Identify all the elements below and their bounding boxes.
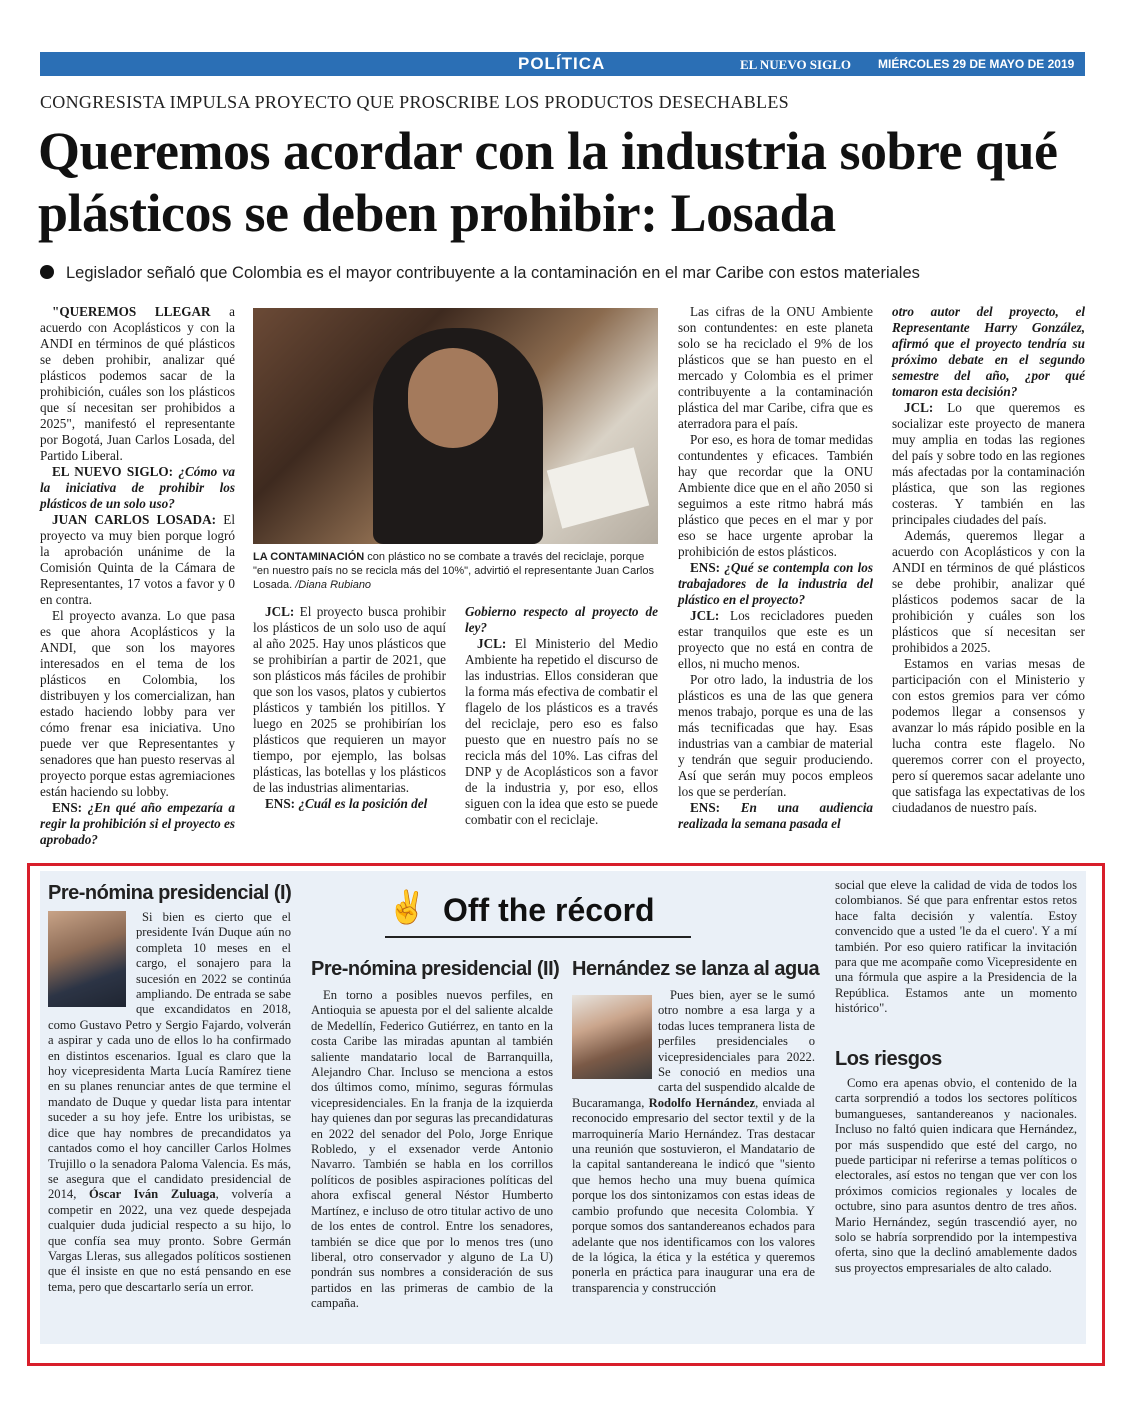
question-label: ENS: xyxy=(52,800,83,815)
question-label: ENS: xyxy=(265,796,296,811)
lead-text: a acuerdo con Acoplásticos y con la ANDI en términos de qué plásticos se deben prohibir, analizar qué plásticos podemos sacar de la prohibición, cuáles son los plásticos que sí necesitan ser prohibidos a 2025", manifestó el representante por Bogotá, Juan Carlos Losada, del Partido Liberal. xyxy=(40,304,235,463)
question-text: En una audiencia realizada la semana pasada el xyxy=(678,800,873,831)
caption-text: con plástico no se combate a través del reciclaje, porque "en nuestro país no se recicla más del 10%", advirtió el representante Juan Carlos Losada. xyxy=(253,551,654,591)
box-column-4 xyxy=(835,878,1077,1017)
article-kicker: CONGRESISTA IMPULSA PROYECTO QUE PROSCRIBE LOS PRODUCTOS DESECHABLES xyxy=(40,92,789,112)
photo-document xyxy=(547,447,649,528)
photo-spacer xyxy=(572,988,658,1084)
off-the-record-header xyxy=(385,886,691,938)
article-column-3 xyxy=(465,604,658,828)
section-title: Hernández se lanza al agua xyxy=(572,958,820,980)
question-label: EL NUEVO SIGLO: xyxy=(52,464,174,479)
off-the-record-title: Off the récord xyxy=(443,892,655,928)
paragraph-text: , volvería a competir en 2022, una vez quede despejada cualquier duda judicial respecto a su hijo, lo que confía sea muy pronto. Sobre Germán Vargas Lleras, sus allegados políticos sostienen que él insiste en que no está pensando en ese tema, pero que descartarlo sería un error. xyxy=(48,1187,292,1294)
article-column-5 xyxy=(892,304,1085,816)
article-column-1 xyxy=(40,304,235,848)
article-column-2 xyxy=(253,604,446,812)
paragraph: Estamos en varias mesas de participación con el Ministerio y con estos gremios para ver cómo podemos llegar a consensos y avanzar lo más rápido posible en la lucha contra este flagelo. No queremos correr con el proyecto, pero sí queremos sacar adelante uno que satisfaga las expectativas de los ciudadanos de nuestro país. xyxy=(892,656,1085,815)
bullet-icon xyxy=(40,265,54,279)
page-number: 11A xyxy=(1086,52,1120,73)
section-title: Pre-nómina presidencial (I) xyxy=(48,882,292,904)
question-text: otro autor del proyecto, el Representante Harry González, afirmó que el proyecto tendría su próximo debate en el segundo semestre del año, ¿por qué tomaron esta decisión? xyxy=(892,304,1085,399)
question-text: ¿Cuál es la posición del xyxy=(295,796,428,811)
answer-label: JCL: xyxy=(904,400,934,415)
paragraph-text: social que eleve la calidad de vida de todos los colombianos. Sé que para enfrentar estos retos hace falta decisión y valentía. Estoy convencido que a usted 'le da el cuero'. Y a mí también. Por eso quiero ratificar la invitación para que me acompañe como Vicepresidente en una fórmula que aspire a la Presidencia de la República. Estamos ante un momento histórico". xyxy=(835,878,1077,1016)
answer-label: JUAN CARLOS LOSADA: xyxy=(52,512,216,527)
paragraph-text: Pues bien, ayer se le sumó otro nombre a esa larga y a todas luces tempranera lista de perfiles presidenciales o vicepresidenciales para 2022. Se conoció en medios una carta del suspendido alcalde de Bucaramanga, xyxy=(572,988,815,1110)
box-column-5 xyxy=(835,1076,1077,1276)
section-name: POLÍTICA xyxy=(518,54,606,73)
paragraph-text: Como era apenas obvio, el contenido de la carta sorprendió a todos los sectores políticos bumangueses, santandereanos y nacionales. Incluso no faltó quien indicara que Hernández, por más suspendido que esté del cargo, no puede participar ni referirse a temas políticos o electorales, así estos no tengan que ver con los próximos comicios regionales y locales de octubre, sino para asuntos dentro de tres años. Mario Hernández, según trascendió ayer, no solo se habría sorprendido por la intempestiva oferta, sino que la declinó amablemente dados sus proyectos empresariales de alto calado. xyxy=(835,1076,1077,1275)
box-column-3 xyxy=(572,988,815,1296)
paragraph: Las cifras de la ONU Ambiente son contundentes: en este planeta solo se ha reciclado el 9% de los plásticos que se han puesto en el mercado y Colombia es el primer contribuyente a la contaminación plástica del mar Caribe, cifra que es aterradora para el país. xyxy=(678,304,873,431)
article-headline: Queremos acordar con la industria sobre qué plásticos se deben prohibir: Losada xyxy=(38,121,1058,243)
answer-text: El proyecto va muy bien porque logró la aprobación unánime de la Comisión Quinta de la Cámara de Representantes, 17 votos a favor y 0 en contra. xyxy=(40,512,235,607)
victory-hand-icon: ✌ xyxy=(387,889,427,925)
answer-label: JCL: xyxy=(690,608,720,623)
subhead-text: Legislador señaló que Colombia es el mayor contribuyente a la contaminación en el mar Caribe con estos materiales xyxy=(66,264,920,282)
bold-name: Rodolfo Hernández xyxy=(648,1095,756,1110)
photo-figure-head xyxy=(408,348,498,448)
box-column-2 xyxy=(311,988,553,1312)
section-title: Los riesgos xyxy=(835,1048,942,1070)
answer-text: Los recicladores pueden estar tranquilos que este es un proyecto que no está en contra de ellos, ni mucho menos. xyxy=(678,608,873,671)
paragraph-text: En torno a posibles nuevos perfiles, en Antioquia se apuesta por el del saliente alcalde de Medellín, Federico Gutiérrez, en tanto en la costa Caribe las miradas apuntan al también saliente mandatario local de Barranquilla, Alejandro Char. Incluso se menciona a estos dos últimos como, mínimo, seguras fórmulas vicepresidenciales. En la franja de la izquierda hay quienes dan por seguras las precandidaturas en 2022 del senador del Polo, Jorge Enrique Robledo, y el exsenador verde Antonio Navarro. También se habla en los corrillos políticos de posibles aspiraciones políticas del ahora exfiscal general Néstor Humberto Martínez, e incluso de otro titular activo de uno de los entes de control. Entre los senadores, también se dice que por lo menos tres (uno liberal, otro conservador y alguno de La U) pondrán sus nombres a consideración de sus partidos en las primeras de cambio de la campaña. xyxy=(311,988,553,1311)
answer-label: JCL: xyxy=(265,604,295,619)
article-subhead xyxy=(40,264,920,283)
paragraph: Por eso, es hora de tomar medidas contundentes y eficaces. También hay que recordar que la ONU Ambiente dice que en el año 2050 si seguimos a este ritmo habrá más plástico que peces en el mar y por eso se hace urgente aprobar la prohibición de estos plásticos. xyxy=(678,432,873,559)
question-label: ENS: xyxy=(690,800,721,815)
question-label: ENS: xyxy=(690,560,721,575)
photo-spacer xyxy=(48,910,136,1006)
paragraph-text: Si bien es cierto que el presidente Iván Duque aún no completa 10 meses en el cargo, el sonajero para la sucesión en 2022 se continúa ampliando. De entrada se sabe que excandidatos en 2018, como Gustavo Petro y Sergio Fajardo, volverán a aspirar y cada uno de ellos lo ha confirmado en distintos escenarios. Igual es claro que la hoy vicepresidenta Marta Lucía Ramírez tiene en su planes renunciar antes de que termine el mandato de Duque y quedar lista para intentar suceder a su hoy jefe. Entre los uribistas, se dice que hay nombres de precandidatos ya cantados como el hoy canciller Carlos Holmes Trujillo o la senadora Paloma Valencia. Es más, se asegura que el candidato presidencial de 2014, xyxy=(48,910,291,1202)
paragraph: Por otro lado, la industria de los plásticos es una de las que genera menos trabajo, porque es una de las más tecnificadas que hay. Esas industrias van a cambiar de material y tendrán que seguir produciendo. Así que serán muy pocos empleos los que se perderían. xyxy=(678,672,873,799)
question-text: ¿Cómo va la iniciativa de prohibir los plásticos de un solo uso? xyxy=(40,464,235,511)
caption-lead: LA CONTAMINACIÓN xyxy=(253,551,365,563)
paragraph: Además, queremos llegar a acuerdo con Acoplásticos y con la ANDI en términos de qué plásticos se debe prohibir, analizar qué plásticos podemos sacar de la prohibición y cuáles son los plásticos que sí necesitan ser prohibidos a 2025. xyxy=(892,528,1085,655)
paragraph-text: , enviada al reconocido empresario del sector textil y de la marroquinería Mario Hernández. Tras destacar una reunión que sostuvieron, el Mandatario de la capital santandereana le indicó que "siento que hemos hecho una muy buena química porque los dos sintonizamos con estas ideas de cambio profundo que necesita Colombia. Y porque somos dos santandereanos echados para adelante que nos identificamos con los valores de la lógica, la ética y la estética y queremos ponerla en práctica para inaugurar una era de transparencia y construcción xyxy=(572,1095,816,1295)
photo-credit: /Diana Rubiano xyxy=(295,579,372,591)
question-text: Gobierno respecto al proyecto de ley? xyxy=(465,604,658,635)
bold-name: Óscar Iván Zuluaga xyxy=(89,1187,216,1202)
box-column-1 xyxy=(48,910,291,1295)
answer-label: JCL: xyxy=(477,636,507,651)
question-text: ¿Qué se contempla con los trabajadores de la industria del plástico en el proyecto? xyxy=(678,560,873,607)
lead-caps: "QUEREMOS LLEGAR xyxy=(52,304,211,319)
section-title: Pre-nómina presidencial (II) xyxy=(311,958,560,980)
paragraph: El proyecto avanza. Lo que pasa es que ahora Acoplásticos y la ANDI, que son los mayores interesados en el tema de los plásticos en Colombia, los distribuyen y los comercializan, han estado haciendo lobby para ver cómo frenar esa iniciativa. Uno puede ver que Representantes y senadores que han puesto reservas al proyecto porque estas agremiaciones están haciendo su lobby. xyxy=(40,608,235,799)
question-text: ¿En qué año empezaría a regir la prohibición si el proyecto es aprobado? xyxy=(40,800,235,847)
section-header-bar xyxy=(40,52,1120,76)
newspaper-name: EL NUEVO SIGLO xyxy=(740,57,851,72)
answer-text: Lo que queremos es socializar este proyecto de manera muy amplia en todas las regiones del país y sobre todo en las regiones más afectadas por la contaminación plástica, que son las regiones costeras. Y también en las principales ciudades del país. xyxy=(892,400,1085,527)
photo-caption xyxy=(253,550,658,592)
article-photo xyxy=(253,308,658,544)
issue-date: MIÉRCOLES 29 DE MAYO DE 2019 xyxy=(878,57,1075,71)
answer-text: El Ministerio del Medio Ambiente ha repetido el discurso de las industrias. Ellos consideran que la forma más efectiva de combatir el flagelo de los plásticos es a través del reciclaje, pero eso es falso puesto que en nuestro país no se recicla más del 10%. Las cifras del DNP y de Acoplásticos son a favor de la industria y, por eso, ellos siguen con la idea que esto se puede combatir con el reciclaje. xyxy=(465,636,658,827)
article-column-4 xyxy=(678,304,873,832)
answer-text: El proyecto busca prohibir los plásticos de un solo uso de aquí al año 2025. Hay unos plásticos que se prohibirían a partir de 2021, que son plásticos más fáciles de prohibir que son los vasos, platos y cubiertos plásticos y también los pitillos. Y luego en 2025 se prohibirían los plásticos que requieren un mayor tiempo, por ejemplo, las bolsas plásticas, las botellas y los plásticos de las industrias alimentarias. xyxy=(253,604,446,795)
